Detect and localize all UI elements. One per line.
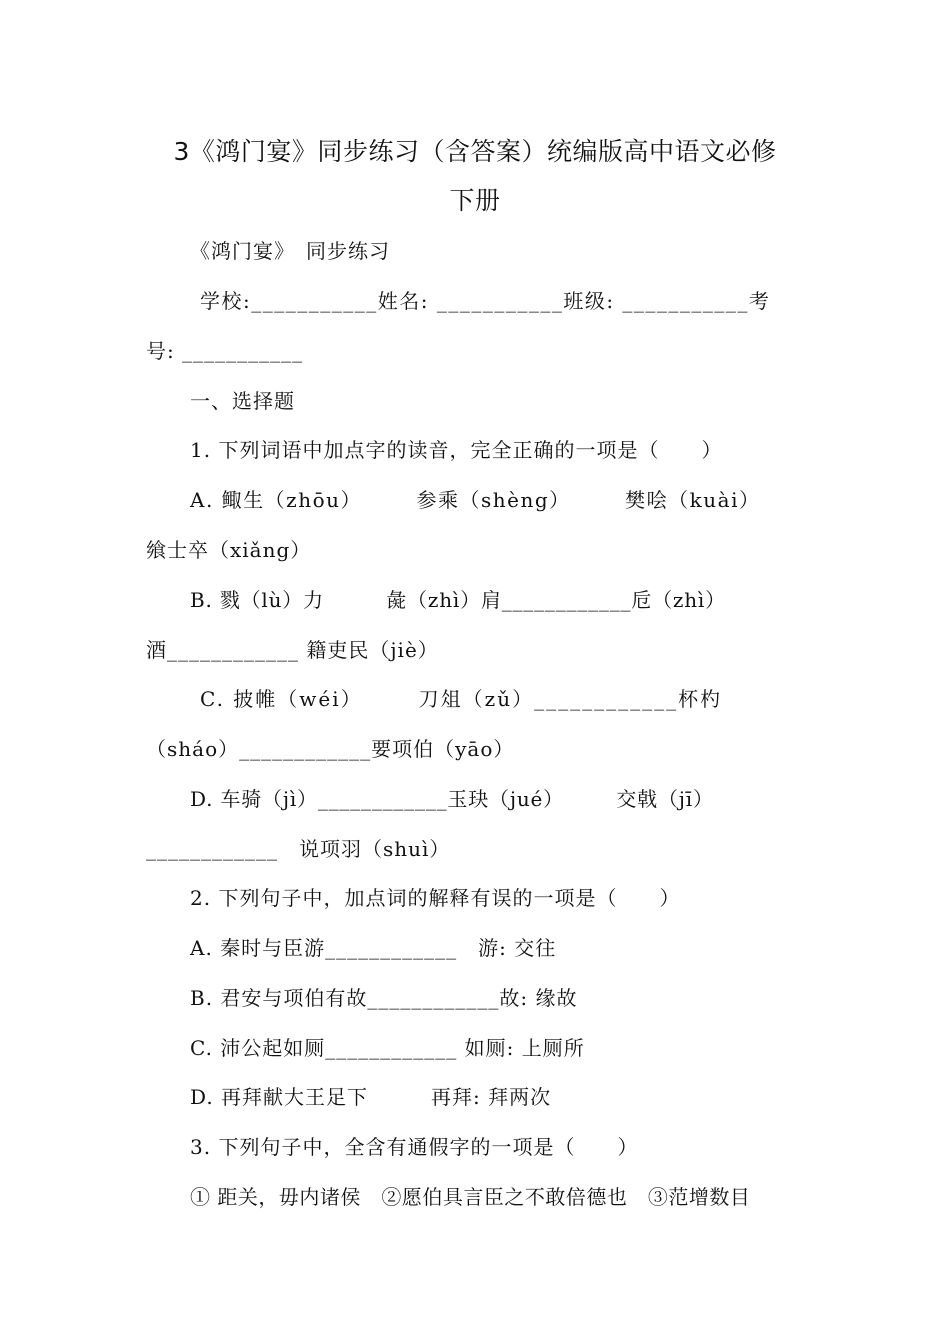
document-title-line-1: 3《鸿门宴》同步练习（含答案）统编版高中语文必修 bbox=[173, 137, 777, 166]
question-1-option-d-line-2: ____________ 说项羽（shuì） bbox=[146, 837, 451, 861]
question-2-option-b: B. 君安与项伯有故____________故: 缘故 bbox=[190, 986, 578, 1010]
question-1-option-b-line-2: 酒____________ 籍吏民（jiè） bbox=[146, 638, 439, 662]
question-1-stem: 1. 下列词语中加点字的读音，完全正确的一项是（ ） bbox=[190, 438, 723, 462]
question-3-stem: 3. 下列句子中，全含有通假字的一项是（ ） bbox=[190, 1135, 639, 1159]
student-info-line-2: 号: ___________ bbox=[146, 339, 304, 363]
question-1-option-d-line-1: D. 车骑（jì）____________玉玦（jué） 交戟（jī） bbox=[190, 787, 714, 811]
question-1-option-c-line-2: （sháo）____________要项伯（yāo） bbox=[146, 737, 515, 761]
section-heading-choice: 一、选择题 bbox=[190, 389, 295, 413]
question-2-option-d: D. 再拜献大王足下 再拜: 拜两次 bbox=[190, 1085, 552, 1109]
question-1-option-c-line-1: C. 披帷（wéi） 刀俎（zǔ）____________杯杓 bbox=[200, 687, 723, 711]
question-1-option-a-line-1: A. 鲰生（zhōu） 参乘（shèng） 樊哙（kuài） bbox=[190, 488, 761, 512]
question-2-option-a: A. 秦时与臣游____________ 游: 交往 bbox=[190, 936, 557, 960]
question-3-sentences-line-1: ① 距关，毋内诸侯 ②愿伯具言臣之不敢倍德也 ③范增数目 bbox=[190, 1185, 751, 1209]
question-1-option-b-line-1: B. 戮（lù）力 彘（zhì）肩____________卮（zhì） bbox=[190, 588, 726, 612]
question-2-option-c: C. 沛公起如厕____________ 如厕: 上厕所 bbox=[190, 1036, 585, 1060]
question-1-option-a-line-2: 飨士卒（xiǎng） bbox=[146, 538, 312, 562]
question-2-stem: 2. 下列句子中，加点词的解释有误的一项是（ ） bbox=[190, 886, 681, 910]
document-title-line-2: 下册 bbox=[449, 186, 501, 215]
student-info-line-1: 学校:___________姓名: ___________班级: ___________考 bbox=[200, 289, 771, 313]
exercise-subtitle: 《鸿门宴》 同步练习 bbox=[190, 239, 390, 263]
